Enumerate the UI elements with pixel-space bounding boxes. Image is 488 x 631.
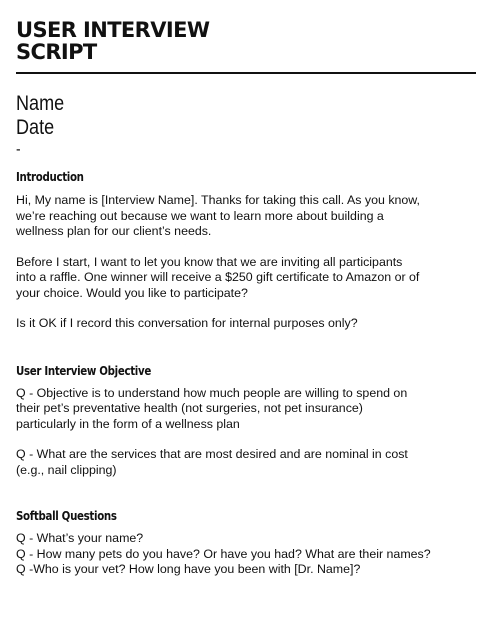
introduction-paragraph: Is it OK if I record this conversation for internal purposes only?: [16, 316, 358, 330]
objective-paragraph: Q - Objective is to understand how much people are willing to spend on their pet’s preventative health (not surgeries, not pet insurance) particularly in the form of a wellness plan: [16, 385, 408, 431]
softball-question: Q - What’s your name?: [16, 531, 144, 545]
dash-mark: -: [16, 141, 21, 158]
objective-heading: User Interview Objective: [16, 362, 151, 378]
name-label: Name: [16, 92, 65, 115]
introduction-heading: Introduction: [16, 169, 84, 184]
date-label: Date: [16, 116, 55, 139]
title-divider: [16, 72, 476, 74]
introduction-paragraph: Hi, My name is [Interview Name]. Thanks for taking this call. As you know, we’re reaching out because we want to learn more about building a wellness plan for our client’s needs.: [16, 193, 421, 238]
document-title: [16, 0, 476, 63]
interview-script-page: [16, 0, 476, 578]
meta-fields: [16, 92, 412, 158]
title-line-1: USER INTERVIEW: [16, 18, 210, 42]
introduction-paragraph: Before I start, I want to let you know that we are inviting all participants into a raffle. One winner will receive a $250 gift certificate to Amazon or of your choice. Would you like to participate?: [16, 254, 420, 300]
objective-paragraph: Q - What are the services that are most desired and are nominal in cost (e.g., nail clipping): [16, 447, 408, 477]
softball-question: Q - How many pets do you have? Or have you had? What are their names?: [16, 546, 431, 561]
title-line-2: SCRIPT: [16, 40, 97, 64]
softball-question-list: [16, 531, 431, 578]
softball-question: Q -Who is your vet? How long have you been with [Dr. Name]?: [16, 562, 361, 576]
softball-heading: Softball Questions: [16, 508, 117, 523]
